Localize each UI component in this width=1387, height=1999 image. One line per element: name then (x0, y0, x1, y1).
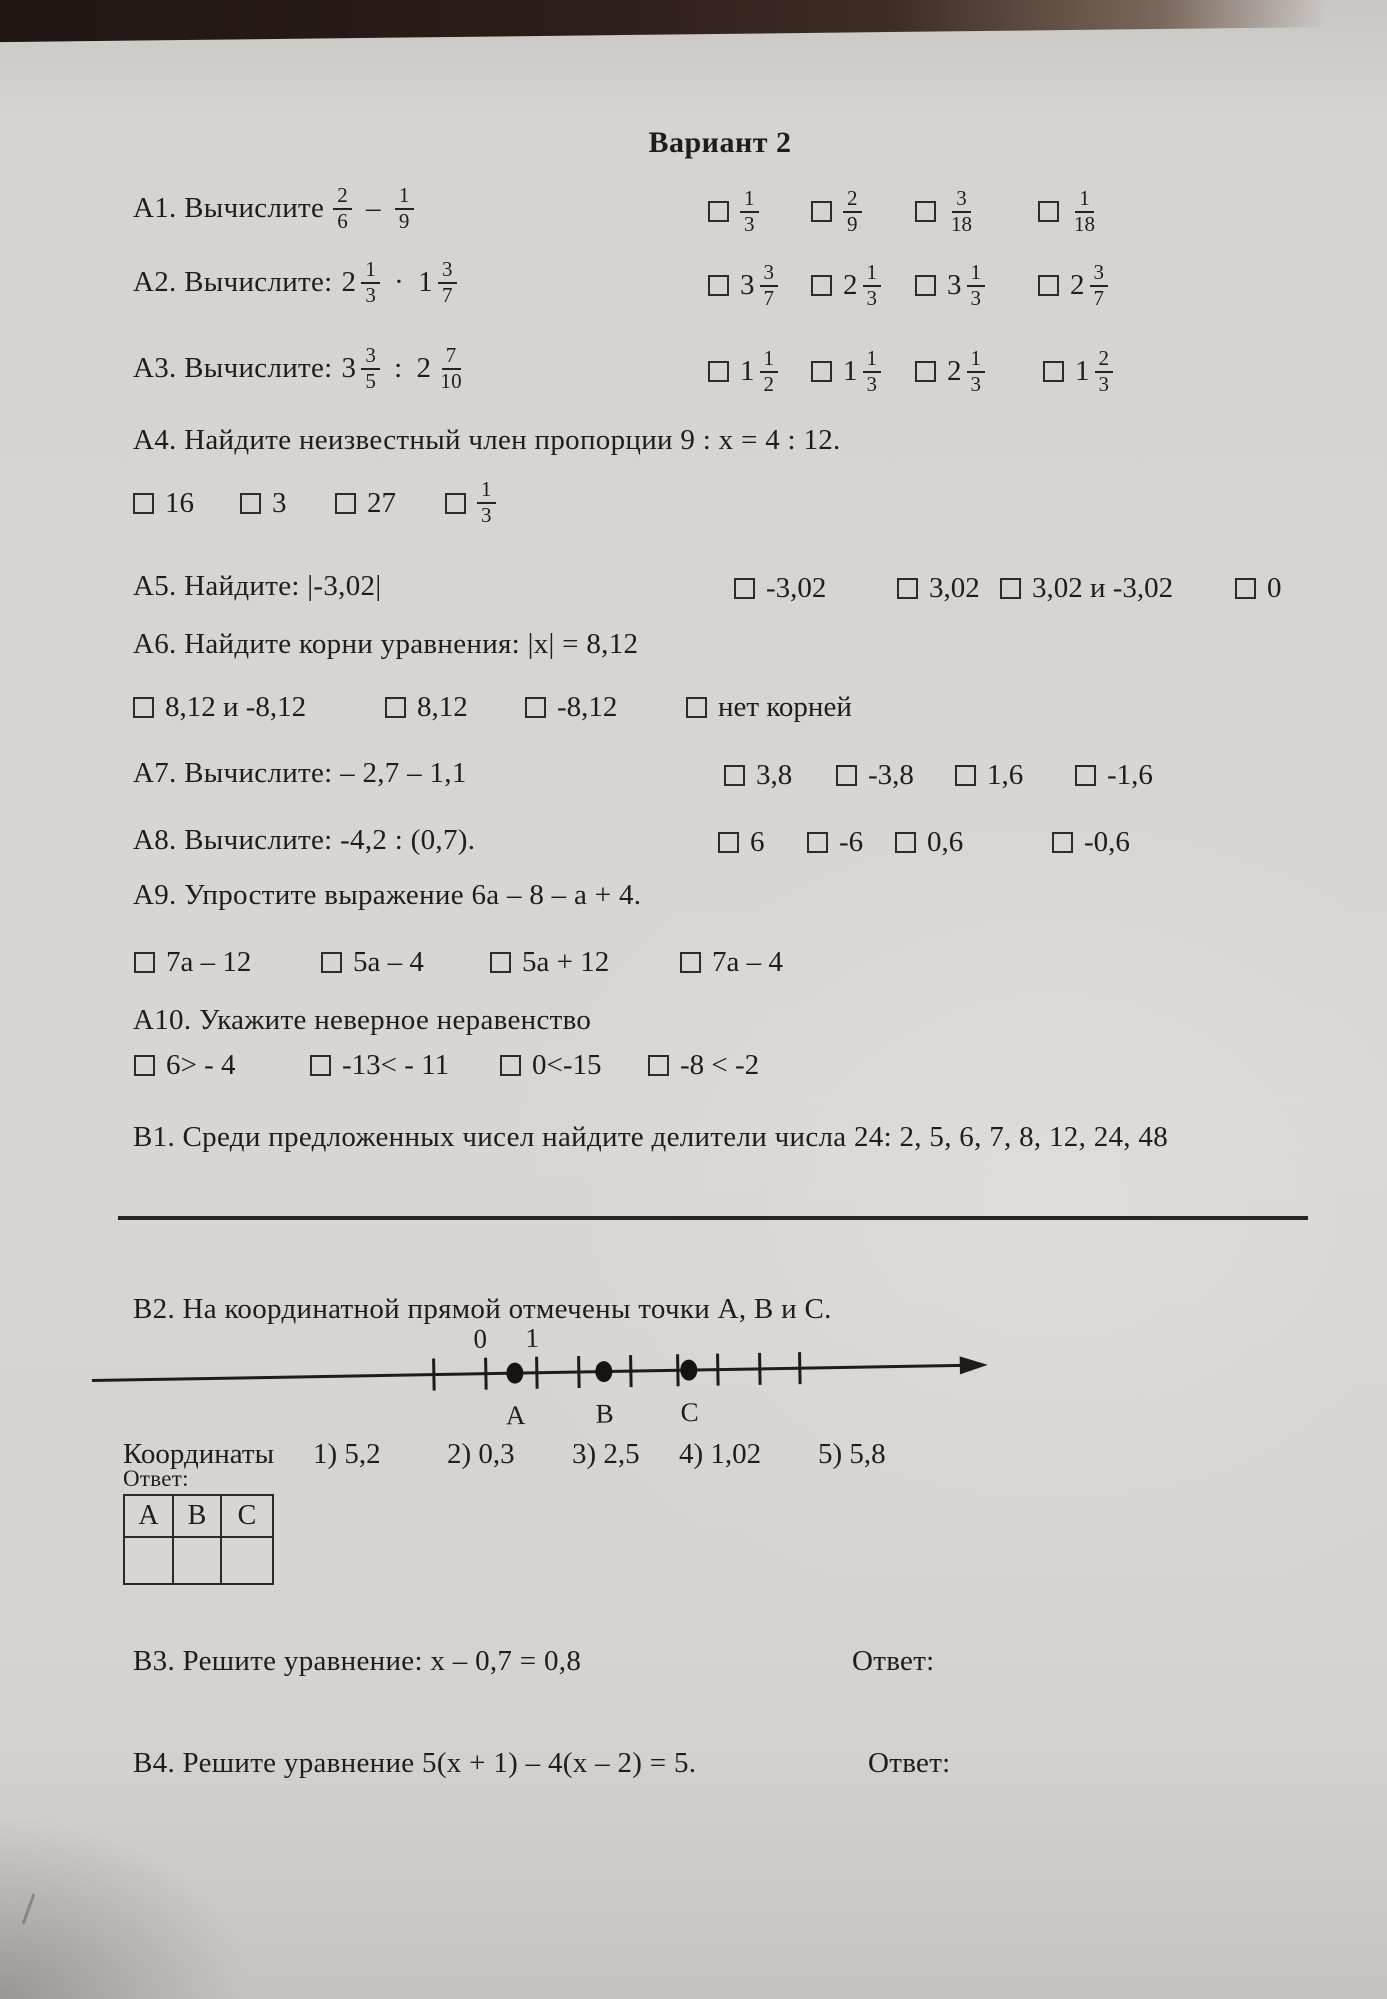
checkbox[interactable] (724, 765, 745, 786)
question-a4 (133, 424, 841, 457)
question-a6-label: А6. Найдите корни уравнения: |х| = 8,12 (133, 628, 639, 660)
option-a5-3: 3,02 и -3,02 (1000, 572, 1173, 605)
option-a7-1: 3,8 (724, 759, 792, 792)
question-a1-label: А1. Вычислите (133, 192, 325, 225)
checkbox[interactable] (240, 493, 261, 514)
question-a8 (133, 824, 475, 857)
option-a7-2: -3,8 (836, 759, 914, 792)
option-a6-1: 8,12 и -8,12 (133, 691, 306, 724)
question-a7 (133, 757, 467, 790)
option-a5-2: 3,02 (897, 572, 980, 605)
answer-cell-a[interactable] (125, 1538, 174, 1583)
option-a9-4: 7а – 4 (680, 946, 783, 979)
checkbox[interactable] (915, 361, 936, 382)
fraction: $\frac{3}{7}$ (438, 258, 457, 307)
number-line-figure (85, 1315, 1077, 1440)
checkbox[interactable] (718, 832, 739, 853)
option-a1-4 (1038, 187, 1099, 236)
checkbox[interactable] (1038, 201, 1059, 222)
checkbox[interactable] (686, 697, 707, 718)
answer-table (123, 1494, 274, 1585)
question-b1-label: В1. Среди предложенных чисел найдите делители числа 24: 2, 5, 6, 7, 8, 12, 24, 48 (133, 1121, 1168, 1153)
checkbox[interactable] (915, 201, 936, 222)
mixed-number: 2 $\frac{7}{10}$ (416, 343, 462, 393)
page-title: Вариант 2 (648, 126, 792, 159)
checkbox[interactable] (1000, 578, 1021, 599)
question-a7-label: А7. Вычислите: – 2,7 – 1,1 (133, 757, 467, 789)
number-line (85, 1315, 1077, 1445)
question-a9 (133, 879, 641, 912)
point-c-dot (680, 1359, 697, 1380)
checkbox[interactable] (708, 275, 729, 296)
option-a3-3: 2 $\frac{1}{3}$ (915, 347, 985, 396)
coord-option-1: 1) 5,2 (313, 1438, 381, 1470)
question-b4 (133, 1747, 696, 1780)
option-a2-3 (915, 261, 985, 310)
option-a2-1 (708, 261, 778, 310)
arrow-icon (960, 1356, 988, 1374)
checkbox[interactable] (133, 493, 154, 514)
point-a-dot (506, 1363, 523, 1384)
option-a7-4: -1,6 (1075, 759, 1153, 792)
checkbox[interactable] (500, 1055, 521, 1076)
point-b-label: В (595, 1398, 614, 1429)
operator: : (394, 352, 403, 385)
question-a10 (133, 1004, 591, 1037)
mixed-number: 2 $\frac{3}{7}$ (1070, 261, 1108, 310)
mixed-number: 2 $\frac{1}{3}$ (843, 261, 881, 310)
option-a8-4: -0,6 (1052, 826, 1130, 859)
checkbox[interactable] (915, 275, 936, 296)
option-a8-1: 6 (718, 826, 765, 859)
fraction: $\frac{2}{9}$ (843, 187, 862, 236)
fraction: $\frac{2}{6}$ (333, 184, 352, 233)
checkbox[interactable] (134, 952, 155, 973)
question-b4-label: В4. Решите уравнение 5(х + 1) – 4(х – 2) = 5. (133, 1747, 697, 1779)
mixed-number: 2 $\frac{1}{3}$ (342, 258, 381, 307)
question-a3 (133, 344, 466, 393)
answer-label-b2: Ответ: (123, 1466, 189, 1491)
option-a1-3 (915, 187, 976, 236)
checkbox[interactable] (1235, 578, 1256, 599)
fraction: $\frac{1}{3}$ (740, 187, 759, 236)
checkbox[interactable] (445, 493, 466, 514)
option-a1-2 (811, 187, 862, 236)
question-a1 (133, 184, 414, 233)
fraction: $\frac{1}{9}$ (395, 184, 414, 233)
checkbox[interactable] (133, 697, 154, 718)
point-c-label: С (680, 1396, 699, 1428)
checkbox[interactable] (955, 765, 976, 786)
checkbox[interactable] (335, 493, 356, 514)
question-a5-label: А5. Найдите: |-3,02| (133, 570, 382, 602)
checkbox[interactable] (836, 765, 857, 786)
checkbox[interactable] (811, 201, 832, 222)
option-a4-4: $\frac{1}{3}$ (445, 477, 496, 529)
answer-table-header-a: А (125, 1496, 174, 1538)
option-a2-4 (1038, 261, 1108, 310)
checkbox[interactable] (708, 201, 729, 222)
checkbox[interactable] (490, 952, 511, 973)
checkbox[interactable] (708, 361, 729, 382)
answer-cell-b[interactable] (174, 1538, 222, 1583)
question-a5 (133, 570, 381, 603)
checkbox[interactable] (525, 697, 546, 718)
option-a5-4: 0 (1235, 572, 1282, 605)
checkbox[interactable] (680, 952, 701, 973)
question-a2-label: А2. Вычислите: (133, 266, 333, 299)
option-a4-1: 16 (133, 477, 194, 529)
pencil-mark (22, 1893, 36, 1924)
option-a2-2 (811, 261, 881, 310)
question-b3-label: В3. Решите уравнение: х – 0,7 = 0,8 (133, 1645, 582, 1677)
option-a6-3: -8,12 (525, 691, 617, 724)
fraction: $\frac{1}{3}$ (361, 258, 380, 307)
operator: · (394, 266, 405, 299)
answer-table-header-c: С (222, 1496, 272, 1538)
option-a6-2: 8,12 (385, 691, 468, 724)
answer-cell-c[interactable] (222, 1538, 272, 1583)
checkbox[interactable] (385, 697, 406, 718)
checkbox[interactable] (811, 275, 832, 296)
option-a10-1: 6> - 4 (134, 1049, 236, 1082)
option-a8-3: 0,6 (895, 826, 963, 859)
question-a8-label: А8. Вычислите: -4,2 : (0,7). (133, 824, 476, 856)
checkbox[interactable] (811, 361, 832, 382)
photo-top-edge (0, 0, 1387, 42)
tick-label-zero: 0 (473, 1323, 488, 1354)
checkbox[interactable] (734, 578, 755, 599)
operator: – (366, 192, 381, 225)
checkbox[interactable] (807, 832, 828, 853)
question-a9-label: А9. Упростите выражение 6а – 8 – а + 4. (133, 879, 642, 911)
checkbox[interactable] (897, 578, 918, 599)
question-a4-label: А4. Найдите неизвестный член пропорции 9 : х = 4 : 12. (133, 424, 841, 456)
section-divider (118, 1216, 1308, 1220)
question-a6 (133, 628, 638, 661)
question-b3 (133, 1645, 581, 1678)
checkbox[interactable] (1038, 275, 1059, 296)
answer-table-header-b: В (174, 1496, 222, 1538)
fraction: $\frac{1}{18}$ (1074, 186, 1095, 236)
option-a9-2: 5а – 4 (321, 946, 424, 979)
option-a7-3: 1,6 (955, 759, 1023, 792)
option-a3-4: 1 $\frac{2}{3}$ (1043, 347, 1113, 396)
fraction: $\frac{3}{18}$ (951, 186, 972, 236)
option-a9-1: 7а – 12 (134, 946, 251, 979)
question-a3-label: А3. Вычислите: (133, 352, 333, 385)
mixed-number: 3 $\frac{3}{7}$ (740, 261, 778, 310)
checkbox[interactable] (1043, 361, 1064, 382)
tick-label-one: 1 (525, 1322, 540, 1353)
option-a1-1 (708, 187, 759, 236)
option-a4-3: 27 (335, 477, 396, 529)
coord-option-4: 4) 1,02 (679, 1438, 762, 1470)
option-a3-2: 1 $\frac{1}{3}$ (811, 347, 881, 396)
mixed-number: 3 $\frac{3}{5}$ (342, 344, 381, 393)
coords-label: Координаты (123, 1438, 275, 1470)
question-a10-label: А10. Укажите неверное неравенство (133, 1004, 592, 1036)
checkbox[interactable] (134, 1055, 155, 1076)
option-a8-2: -6 (807, 826, 863, 859)
coord-option-2: 2) 0,3 (447, 1438, 515, 1470)
answer-label-b4: Ответ: (868, 1747, 951, 1779)
mixed-number: 1 $\frac{3}{7}$ (418, 258, 457, 307)
option-a3-1: 1 $\frac{1}{2}$ (708, 347, 778, 396)
checkbox[interactable] (895, 832, 916, 853)
option-a5-1: -3,02 (734, 572, 826, 605)
option-a9-3: 5а + 12 (490, 946, 609, 979)
answer-label-b3: Ответ: (852, 1645, 935, 1677)
question-b1 (133, 1121, 1168, 1154)
question-b2-label: В2. На координатной прямой отмечены точки А, В и С. (133, 1293, 832, 1325)
coord-option-3: 3) 2,5 (572, 1438, 640, 1470)
checkbox[interactable] (310, 1055, 331, 1076)
option-a4-2: 3 (240, 477, 287, 529)
option-a10-2: -13< - 11 (310, 1049, 449, 1082)
axis-line (92, 1365, 964, 1380)
mixed-number: 3 $\frac{1}{3}$ (947, 261, 985, 310)
checkbox[interactable] (1052, 832, 1073, 853)
checkbox[interactable] (321, 952, 342, 973)
option-a10-3: 0<-15 (500, 1049, 602, 1082)
coord-option-5: 5) 5,8 (818, 1438, 886, 1470)
checkbox[interactable] (648, 1055, 669, 1076)
point-a-label: А (505, 1399, 526, 1431)
option-a10-4: -8 < -2 (648, 1049, 759, 1082)
point-b-dot (595, 1361, 612, 1382)
question-a2 (133, 258, 457, 307)
option-a6-4: нет корней (686, 691, 852, 724)
checkbox[interactable] (1075, 765, 1096, 786)
